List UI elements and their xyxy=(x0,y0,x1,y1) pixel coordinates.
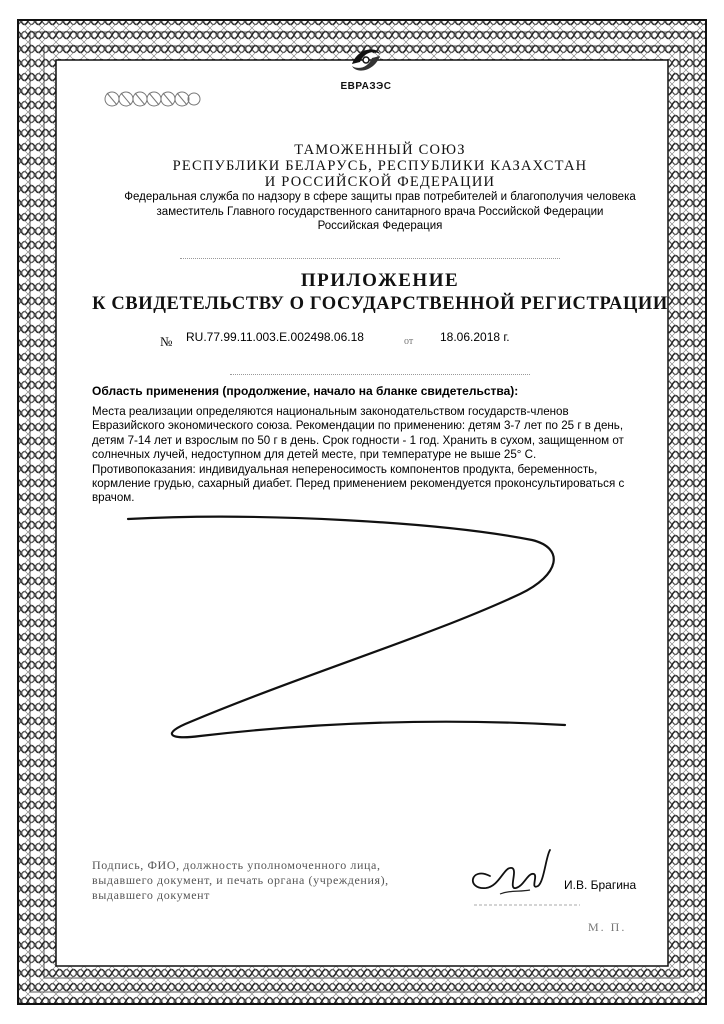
country-line: Российская Федерация xyxy=(317,220,443,232)
scope-text: Места реализации определяются национальным законодательством государств-членов Евразийского экономического союза. Рекомендации по применению: детям 3-7 лет по 25 г в день, детям 7-14 лет и взрослым по 50 г в день. Срок годности - 1 год. Хранить в сухом, защищенном от солнечных лучей, недоступном для детей месте, при температуре не выше 25° С. Противопоказания: индивидуальная непереносимость компонентов продукта, беременность, кормление грудью, сахарный диабет. Перед применением рекомендуется проконсультироваться с врачом. xyxy=(92,405,625,505)
authority-line: Федеральная служба по надзору в сфере защиты прав потребителей и благополучия человека xyxy=(124,191,636,203)
title-appendix: ПРИЛОЖЕНИЕ xyxy=(300,270,460,291)
seal-place-mark: М. П. xyxy=(588,920,627,934)
member-states-line: РЕСПУБЛИКИ БЕЛАРУСЬ, РЕСПУБЛИКИ КАЗАХСТАН xyxy=(172,158,588,174)
number-sign: № xyxy=(160,334,173,349)
stamp-residue xyxy=(472,898,582,914)
signer-name: И.В. Брагина xyxy=(564,878,637,892)
member-states-line-2: И РОССИЙСКОЙ ФЕДЕРАЦИИ xyxy=(264,174,496,190)
signature-caption: Подпись, ФИО, должность уполномоченного лица, выдавшего документ, и печать органа (учреждения), выдавшего документ xyxy=(92,858,389,902)
title-subtitle: К СВИДЕТЕЛЬСТВУ О ГОСУДАРСТВЕННОЙ РЕГИСТРАЦИИ xyxy=(92,294,668,314)
scope-heading: Область применения (продолжение, начало на бланке свидетельства): xyxy=(92,384,519,398)
official-title: заместитель Главного государственного санитарного врача Российской Федерации xyxy=(156,205,604,218)
registration-number: RU.77.99.11.003.E.002498.06.18 xyxy=(186,330,364,344)
registration-date: 18.06.2018 г. xyxy=(440,330,510,344)
stamp-mark-icon xyxy=(472,898,582,912)
union-name: ТАМОЖЕННЫЙ СОЮЗ xyxy=(294,142,466,158)
handwritten-signature xyxy=(460,846,560,906)
date-from-label: от xyxy=(404,336,414,347)
logo-caption: ЕВРАЗЭС xyxy=(340,81,392,92)
